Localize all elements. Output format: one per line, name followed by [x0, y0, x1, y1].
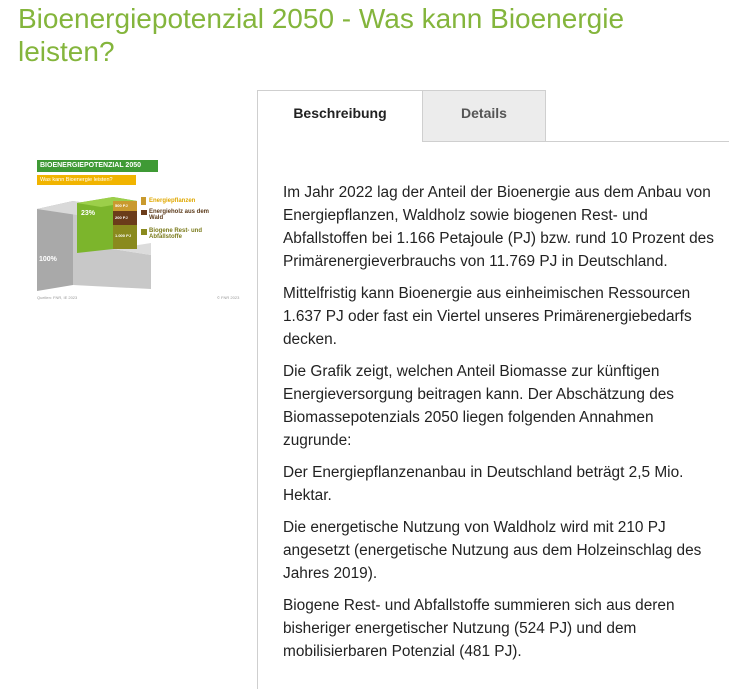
legend-energiepflanzen-icon [141, 197, 146, 205]
paragraph: Die Grafik zeigt, welchen Anteil Biomasse zur künftigen Energieversorgung beitragen kann. Der Abschätzung des Biomassepotenzials 2050 liegen folgenden Annahmen zugrunde: [283, 363, 675, 449]
thumbnail-legend-energieholz: Energieholz aus dem Wald [149, 209, 210, 221]
thumbnail-value-top: 500 PJ [115, 203, 128, 208]
thumbnail-value-bottom: 1.000 PJ [115, 233, 132, 238]
paragraph: Biogene Rest- und Abfallstoffe summieren sich aus deren bisheriger energetischer Nutzung (524 PJ) und dem mobilisierbaren Potenzial (481 PJ). [283, 597, 675, 660]
paragraph: Der Energiepflanzenanbau in Deutschland beträgt 2,5 Mio. Hektar. [283, 464, 684, 504]
thumbnail-source: Quellen: FNR, IE 2023 [37, 295, 78, 300]
thumbnail-subheading: Was kann Bioenergie leisten? [37, 175, 136, 185]
tab-beschreibung[interactable]: Beschreibung [257, 90, 423, 142]
thumbnail-percent-share: 23% [81, 210, 96, 217]
paragraph: Im Jahr 2022 lag der Anteil der Bioenergie aus dem Anbau von Energiepflanzen, Waldholz sowie biogenen Rest- und Abfallstoffen bei 1.166 Petajoule (PJ) bzw. rund 10 Prozent des Primärenergieverbrauchs von 11.769 PJ in Deutschland. [283, 184, 714, 270]
legend-reststoffe-icon [141, 229, 147, 235]
description-panel [283, 181, 723, 672]
thumbnail-copyright: © FNR 2023 [217, 295, 240, 300]
thumbnail-value-middle: 200 PJ [115, 215, 128, 220]
tab-panel-border [257, 142, 258, 689]
thumbnail-heading: BIOENERGIEPOTENZIAL 2050 [37, 160, 158, 172]
grey-block-left-face [37, 201, 73, 291]
thumbnail-legend-energiepflanzen: Energiepflanzen [149, 198, 196, 204]
tab-details[interactable]: Details [422, 90, 546, 142]
infographic-thumbnail[interactable] [33, 157, 241, 303]
legend-energieholz-icon [141, 210, 147, 215]
paragraph: Die energetische Nutzung von Waldholz wird mit 210 PJ angesetzt (energetische Nutzung aus dem Holzeinschlag des Jahres 2019). [283, 519, 702, 582]
paragraph: Mittelfristig kann Bioenergie aus einheimischen Ressourcen 1.637 PJ oder fast ein Viertel unseres Primärenergiebedarfs decken. [283, 285, 692, 348]
thumbnail-percent-large: 100% [39, 256, 57, 263]
tab-bar-divider [545, 141, 729, 142]
page-title: Bioenergiepotenzial 2050 - Was kann Bioenergie leisten? [18, 3, 625, 67]
thumbnail-legend-reststoffe: Biogene Rest- und Abfallstoffe [149, 228, 203, 240]
tab-bar [257, 90, 729, 142]
